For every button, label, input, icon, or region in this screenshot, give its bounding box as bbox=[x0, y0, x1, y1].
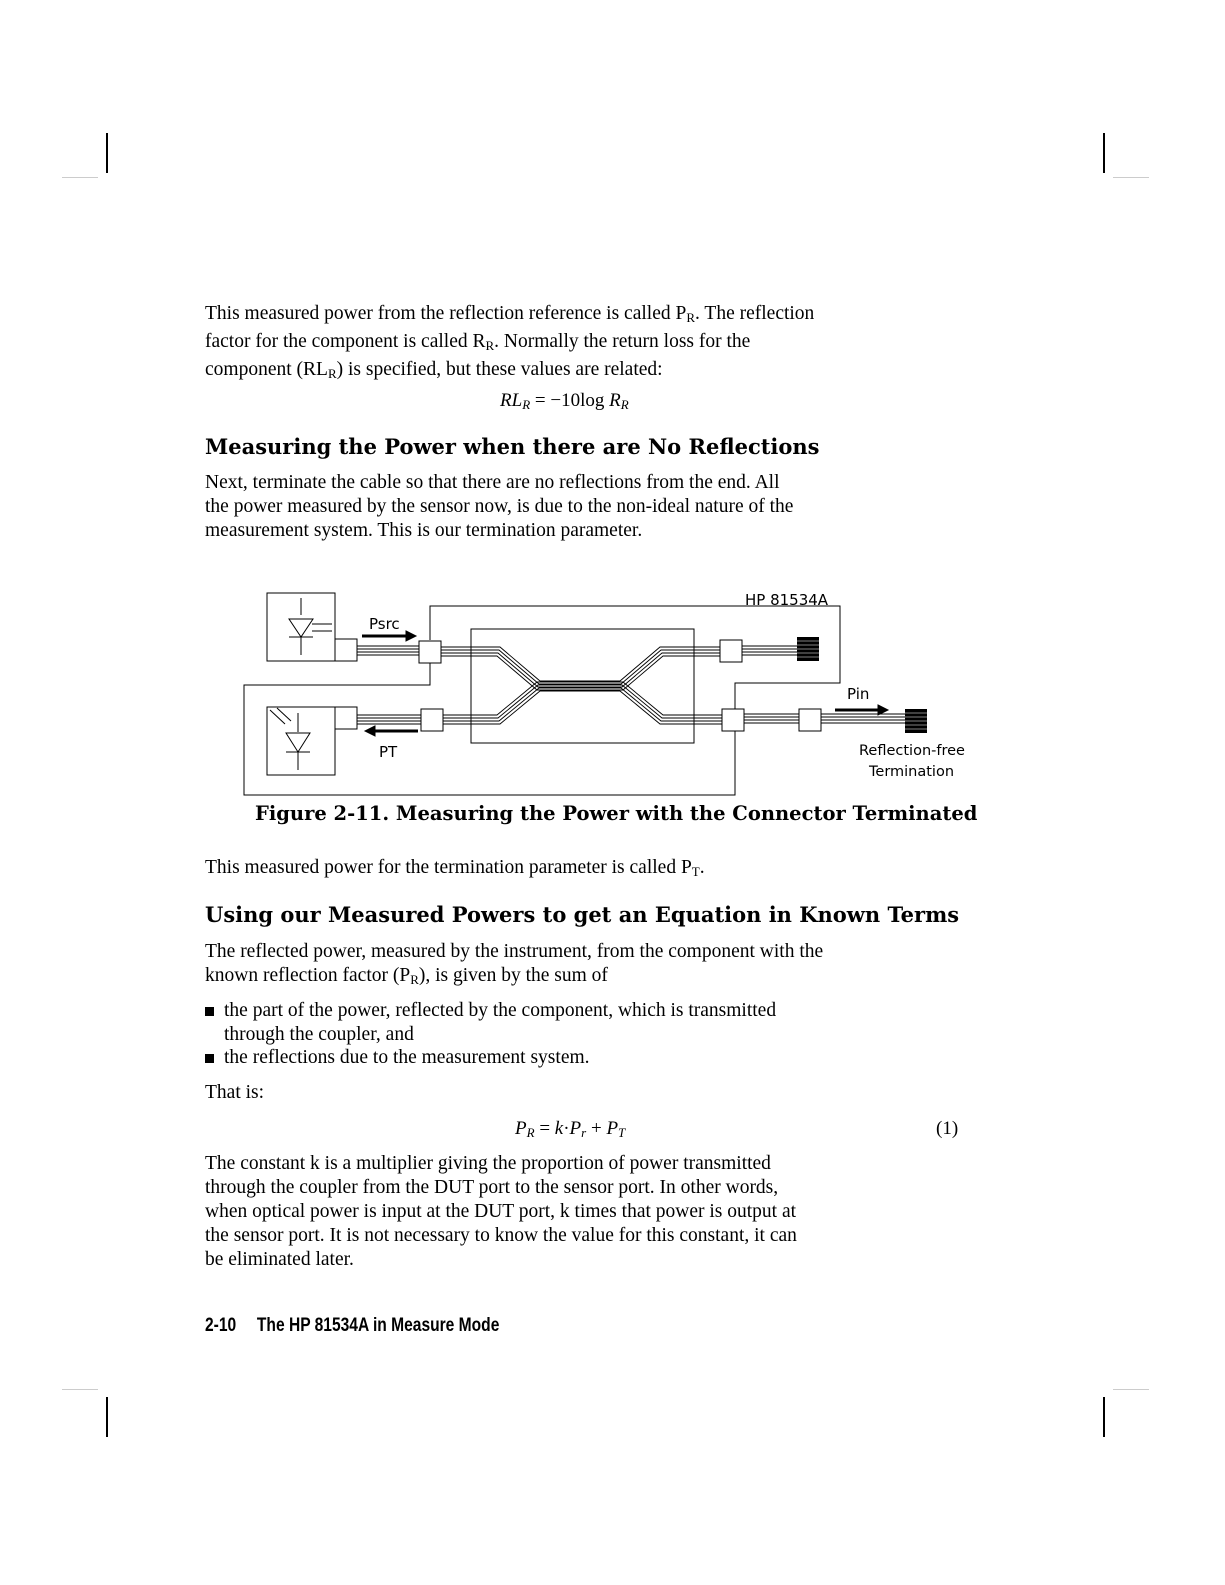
bullet-square-icon bbox=[205, 1054, 214, 1063]
connector-source bbox=[419, 641, 441, 663]
paragraph-constant-k bbox=[205, 1152, 975, 1272]
text-line: the reflections due to the measurement system. bbox=[224, 1047, 590, 1068]
that-is-label: That is: bbox=[205, 1082, 265, 1103]
text-line: through the coupler from the DUT port to the sensor port. In other words, bbox=[205, 1177, 779, 1198]
sensor-port bbox=[335, 707, 357, 729]
text-line: The reflected power, measured by the instrument, from the component with the bbox=[205, 941, 824, 962]
text-line: be eliminated later. bbox=[205, 1249, 354, 1270]
footer-title: The HP 81534A in Measure Mode bbox=[256, 1315, 500, 1336]
text-line: the part of the power, reflected by the component, which is transmitted bbox=[224, 1000, 777, 1021]
photodiode-icon bbox=[270, 708, 310, 770]
section-heading-known-terms: Using our Measured Powers to get an Equation in Known Terms bbox=[205, 902, 960, 927]
paragraph-reflected-power: The reflected power, measured by the instrument, from the component with the known reflection factor $(P_R)$, is given by the sum of bbox=[205, 940, 975, 992]
text-line: through the coupler, and bbox=[224, 1024, 414, 1045]
connector-dut bbox=[722, 709, 744, 731]
equation-reflected-power: $P_R = k\cdot P_r + P_T$ bbox=[515, 1118, 626, 1140]
text-line: Next, terminate the cable so that there are no reflections from the end. All bbox=[205, 472, 780, 493]
termination-label: Reflection-free bbox=[859, 743, 965, 759]
pin-arrow bbox=[835, 705, 888, 715]
text-line: measurement system. This is our termination parameter. bbox=[205, 520, 643, 541]
text-line: when optical power is input at the DUT port, k times that power is output at bbox=[205, 1201, 797, 1222]
bullet-item bbox=[205, 999, 975, 1047]
laser-diode-icon bbox=[289, 598, 332, 655]
connector-sensor bbox=[421, 709, 443, 731]
equation-number: (1) bbox=[936, 1118, 959, 1139]
source-port bbox=[335, 639, 357, 661]
pt-label: PT bbox=[379, 743, 398, 761]
text-line: the sensor port. It is not necessary to know the value for this constant, it can bbox=[205, 1225, 797, 1246]
psrc-label: Psrc bbox=[369, 615, 400, 633]
connector-termination bbox=[799, 709, 821, 731]
pin-label: Pin bbox=[847, 685, 870, 703]
coupler-box bbox=[471, 629, 694, 743]
hp-label: HP 81534A bbox=[745, 591, 829, 609]
page-footer bbox=[205, 1315, 499, 1337]
equation-return-loss: $RL_R = -10\log$ $R_R$ bbox=[500, 390, 629, 412]
paragraph-termination-parameter: This measured power for the termination parameter is called $P_T$. bbox=[205, 857, 705, 879]
page-number: 2-10 bbox=[205, 1315, 237, 1336]
pt-arrow bbox=[365, 726, 418, 736]
connector-end bbox=[720, 640, 742, 662]
text-line: the power measured by the sensor now, is due to the non-ideal nature of the bbox=[205, 496, 794, 517]
section-heading-no-reflections: Measuring the Power when there are No Reflections bbox=[205, 434, 820, 459]
bullet-item bbox=[205, 1046, 975, 1070]
figure-caption: Figure 2-11. Measuring the Power with the Connector Terminated bbox=[255, 802, 978, 825]
bullet-square-icon bbox=[205, 1007, 214, 1016]
text-line: The constant k is a multiplier giving the proportion of power transmitted bbox=[205, 1153, 771, 1174]
paragraph-reflection-reference: This measured power from the reflection reference is called $P_R$. The reflection factor for the component is called $R_R$. Normally the return loss for the component $(RL_R)$ is specified, but these values are related: bbox=[205, 303, 815, 381]
termination-label: Termination bbox=[869, 764, 955, 780]
